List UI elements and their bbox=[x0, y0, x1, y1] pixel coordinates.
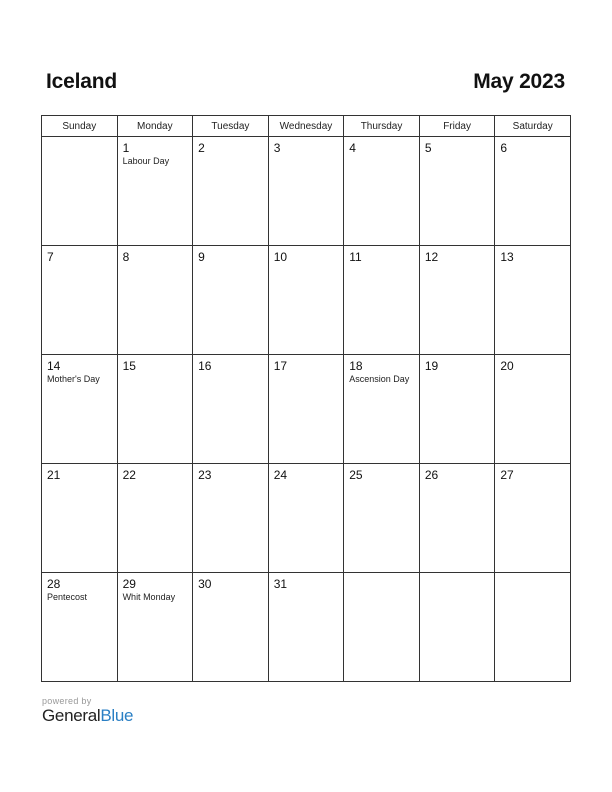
day-cell bbox=[268, 355, 344, 464]
day-number: 8 bbox=[122, 250, 130, 264]
day-cell bbox=[419, 355, 495, 464]
footer-branding bbox=[42, 696, 133, 726]
holiday-label: Labour Day bbox=[122, 156, 170, 166]
calendar-grid bbox=[41, 115, 571, 682]
day-number: 21 bbox=[47, 468, 61, 482]
day-cell bbox=[42, 137, 118, 246]
day-number: 25 bbox=[349, 468, 363, 482]
day-number: 18 bbox=[349, 359, 363, 373]
day-number: 1 bbox=[122, 141, 130, 155]
month-year-title: May 2023 bbox=[473, 70, 565, 93]
week-row bbox=[42, 573, 571, 682]
generalblue-logo bbox=[42, 706, 133, 726]
day-number: 14 bbox=[47, 359, 61, 373]
day-number: 2 bbox=[198, 141, 205, 155]
week-row bbox=[42, 137, 571, 246]
day-number: 19 bbox=[424, 359, 439, 373]
weekday-header-sunday: Sunday bbox=[42, 116, 118, 137]
day-number: 28 bbox=[47, 577, 61, 591]
day-cell bbox=[193, 246, 269, 355]
day-cell bbox=[268, 573, 344, 682]
country-title: Iceland bbox=[46, 70, 117, 93]
day-cell bbox=[495, 246, 571, 355]
week-row bbox=[42, 355, 571, 464]
day-number: 10 bbox=[273, 250, 288, 264]
day-cell bbox=[117, 464, 193, 573]
day-number: 15 bbox=[122, 359, 136, 373]
weekday-header-friday: Friday bbox=[419, 116, 495, 137]
day-number: 22 bbox=[122, 468, 136, 482]
day-cell bbox=[344, 137, 420, 246]
day-cell bbox=[117, 355, 193, 464]
day-cell bbox=[193, 464, 269, 573]
day-cell bbox=[344, 246, 420, 355]
day-number: 29 bbox=[122, 577, 136, 591]
day-number: 23 bbox=[198, 468, 212, 482]
day-cell bbox=[495, 137, 571, 246]
weekday-header-monday: Monday bbox=[117, 116, 193, 137]
day-cell bbox=[268, 464, 344, 573]
day-cell bbox=[344, 464, 420, 573]
day-number: 3 bbox=[273, 141, 281, 155]
day-number: 12 bbox=[424, 250, 439, 264]
day-cell bbox=[42, 355, 118, 464]
weekday-header-row bbox=[42, 116, 571, 137]
day-cell bbox=[42, 464, 118, 573]
day-cell bbox=[117, 573, 193, 682]
day-cell bbox=[268, 246, 344, 355]
day-cell bbox=[419, 246, 495, 355]
day-cell bbox=[117, 137, 193, 246]
logo-general: General bbox=[42, 706, 101, 725]
day-cell bbox=[419, 464, 495, 573]
powered-by-text: powered by bbox=[42, 696, 92, 706]
weekday-header-wednesday: Wednesday bbox=[268, 116, 344, 137]
holiday-label: Pentecost bbox=[47, 592, 88, 602]
logo-blue: Blue bbox=[100, 706, 134, 725]
day-cell bbox=[344, 573, 420, 682]
day-number: 9 bbox=[198, 250, 205, 264]
day-cell bbox=[419, 573, 495, 682]
day-number: 5 bbox=[424, 141, 432, 155]
day-cell bbox=[419, 137, 495, 246]
day-number: 6 bbox=[500, 141, 508, 155]
day-number: 20 bbox=[500, 359, 514, 373]
day-number: 17 bbox=[273, 359, 288, 373]
day-number: 4 bbox=[349, 141, 356, 155]
weekday-header-thursday: Thursday bbox=[344, 116, 420, 137]
day-cell bbox=[42, 573, 118, 682]
day-cell bbox=[495, 464, 571, 573]
day-number: 7 bbox=[47, 250, 54, 264]
day-cell bbox=[193, 137, 269, 246]
day-number: 26 bbox=[424, 468, 439, 482]
holiday-label: Mother's Day bbox=[47, 374, 100, 384]
day-number: 11 bbox=[349, 250, 362, 264]
day-cell bbox=[495, 573, 571, 682]
weekday-header-saturday: Saturday bbox=[495, 116, 571, 137]
day-cell bbox=[193, 355, 269, 464]
day-cell bbox=[268, 137, 344, 246]
day-number: 27 bbox=[500, 468, 514, 482]
weekday-header-tuesday: Tuesday bbox=[193, 116, 269, 137]
week-row bbox=[42, 464, 571, 573]
day-number: 13 bbox=[500, 250, 514, 264]
calendar-body bbox=[42, 137, 571, 682]
day-number: 16 bbox=[198, 359, 212, 373]
day-number: 30 bbox=[198, 577, 212, 591]
day-number: 31 bbox=[273, 577, 288, 591]
day-cell bbox=[193, 573, 269, 682]
holiday-label: Whit Monday bbox=[122, 592, 176, 602]
day-cell bbox=[495, 355, 571, 464]
day-cell bbox=[117, 246, 193, 355]
day-cell bbox=[42, 246, 118, 355]
day-number: 24 bbox=[273, 468, 288, 482]
week-row bbox=[42, 246, 571, 355]
day-cell bbox=[344, 355, 420, 464]
holiday-label: Ascension Day bbox=[349, 374, 410, 384]
